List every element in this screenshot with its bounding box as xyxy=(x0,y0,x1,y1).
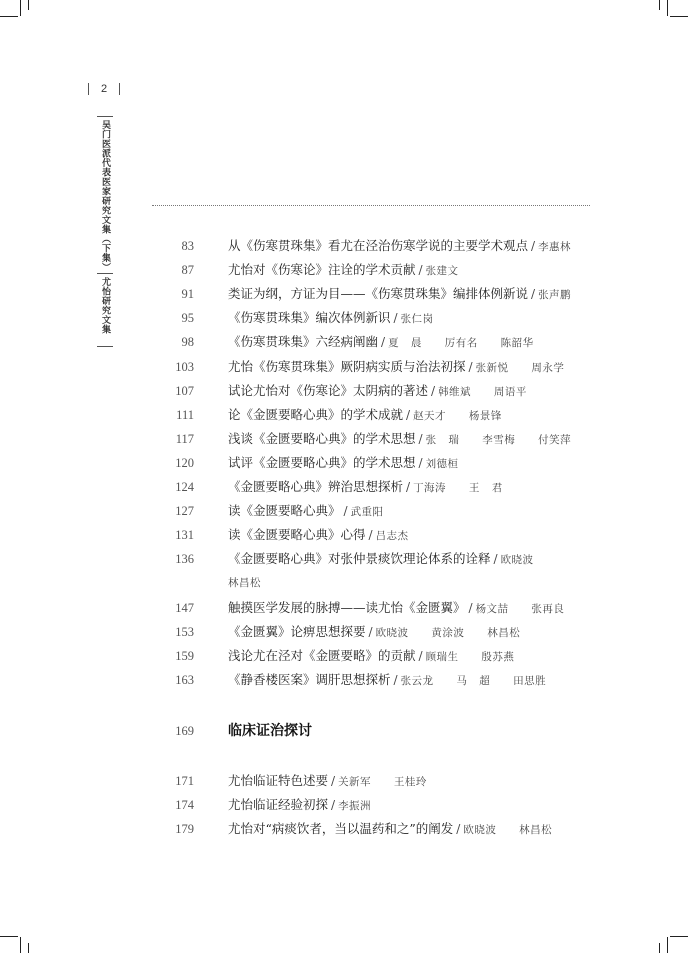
toc-entry xyxy=(0,308,688,328)
entry-authors: 顾瑞生 殷苏燕 xyxy=(425,651,515,663)
section-page-number: 169 xyxy=(175,724,194,738)
entry-authors: 张新悦 周永学 xyxy=(475,362,565,374)
separator-slash: / xyxy=(493,552,498,566)
separator-slash: / xyxy=(418,263,423,277)
entry-title xyxy=(228,525,409,546)
entry-title xyxy=(228,260,459,281)
toc-entry xyxy=(0,429,688,449)
entry-authors: 夏 晨 厉有名 陈韶华 xyxy=(388,337,534,349)
entry-authors: 张建文 xyxy=(425,265,459,277)
entry-authors: 丁海涛 王 君 xyxy=(413,482,503,494)
entry-title-text: 尤怡对《伤寒论》注诠的学术贡献 xyxy=(228,262,416,277)
entry-page-number: 174 xyxy=(175,798,194,812)
volume-title: 尤怡研究文集 xyxy=(100,277,110,334)
entry-title-text: 尤怡《伤寒贯珠集》厥阴病实质与治法初探 xyxy=(228,359,466,374)
entry-title-text: 浅论尤在泾对《金匮要略》的贡献 xyxy=(228,648,416,663)
separator-slash: / xyxy=(331,798,336,812)
separator-slash: / xyxy=(381,335,386,349)
entry-title xyxy=(228,646,514,667)
entry-page-number: 153 xyxy=(175,625,194,639)
toc-entry xyxy=(0,525,688,545)
entry-authors: 张仁岗 xyxy=(400,313,434,325)
entry-page-number: 147 xyxy=(175,601,194,615)
toc-entry xyxy=(0,477,688,497)
toc-entry xyxy=(0,453,688,473)
toc-entry xyxy=(0,405,688,425)
entry-authors: 韩维斌 周语平 xyxy=(438,386,527,398)
entry-title xyxy=(228,477,503,498)
toc-entry xyxy=(0,646,688,666)
entry-title xyxy=(228,670,546,691)
entry-authors: 刘德桓 xyxy=(425,458,459,470)
entry-title-text: 试评《金匮要略心典》的学术思想 xyxy=(228,455,416,470)
entry-page-number: 111 xyxy=(176,408,194,422)
separator-slash: / xyxy=(418,456,423,470)
entry-title-text: 尤怡对“病痰饮者，当以温药和之”的阐发 xyxy=(228,821,454,836)
toc-entry xyxy=(0,795,688,815)
separator-slash: / xyxy=(418,649,423,663)
separator-slash: / xyxy=(468,601,473,615)
entry-title xyxy=(228,405,502,426)
separator-slash: / xyxy=(368,625,373,639)
entry-title xyxy=(228,236,571,257)
entry-title-text: 《金匮要略心典》对张仲景痰饮理论体系的诠释 xyxy=(228,551,491,566)
entry-title xyxy=(228,308,434,329)
entry-authors: 欧晓波 林昌松 xyxy=(463,824,553,836)
toc-entry xyxy=(0,357,688,377)
entry-title-text: 尤怡临证经验初探 xyxy=(228,797,329,812)
entry-authors: 欧晓波 xyxy=(500,554,534,566)
entry-title-text: 《金匮翼》论痹思想探要 xyxy=(228,624,366,639)
separator-slash: / xyxy=(456,822,461,836)
entry-page-number: 120 xyxy=(175,456,194,470)
separator-slash: / xyxy=(418,432,423,446)
entry-page-number: 131 xyxy=(175,528,194,542)
section-heading-row xyxy=(0,721,688,741)
toc-entry xyxy=(0,501,688,521)
separator-slash: / xyxy=(406,408,411,422)
entry-title-text: 触摸医学发展的脉搏——读尤怡《金匮翼》 xyxy=(228,600,466,615)
separator-slash: / xyxy=(531,239,536,253)
entry-page-number: 107 xyxy=(175,384,194,398)
entry-title-text: 从《伤寒贯珠集》看尤在泾治伤寒学说的主要学术观点 xyxy=(228,238,529,253)
toc-entry xyxy=(0,670,688,690)
toc-entry xyxy=(0,284,688,304)
entry-authors: 张云龙 马 超 田思胜 xyxy=(400,675,547,687)
toc-entry xyxy=(0,598,688,618)
entry-authors: 吕志杰 xyxy=(375,530,409,542)
entry-page-number: 179 xyxy=(175,822,194,836)
entry-title-text: 论《金匮要略心典》的学术成就 xyxy=(228,407,404,422)
entry-title xyxy=(228,549,534,570)
entry-page-number: 95 xyxy=(181,311,194,325)
series-title: 吴门医派代表医家研究文集（下集） xyxy=(100,120,110,272)
entry-title-text: 尤怡临证特色述要 xyxy=(228,773,329,788)
entry-title-text: 读《金匮要略心典》 xyxy=(228,503,341,518)
entry-title-text: 读《金匮要略心典》心得 xyxy=(228,527,366,542)
entry-authors: 关新军 王桂玲 xyxy=(338,776,427,788)
separator-slash: / xyxy=(531,287,536,301)
separator-slash: / xyxy=(368,528,373,542)
entry-title xyxy=(228,429,571,450)
section-heading: 临床证治探讨 xyxy=(228,723,312,739)
entry-authors: 欧晓波 黄涂波 林昌松 xyxy=(375,627,521,639)
entry-title-text: 类证为纲，方证为目——《伤寒贯珠集》编排体例新说 xyxy=(228,286,529,301)
entry-authors: 武重阳 xyxy=(350,506,384,518)
entry-title xyxy=(228,795,371,816)
entry-authors: 李振洲 xyxy=(338,800,372,812)
entry-title xyxy=(228,819,552,840)
entry-title xyxy=(228,357,564,378)
entry-page-number: 159 xyxy=(175,649,194,663)
entry-authors: 杨文喆 张再良 xyxy=(475,603,565,615)
toc-entry xyxy=(0,819,688,839)
entry-title-text: 浅谈《金匮要略心典》的学术思想 xyxy=(228,431,416,446)
entry-page-number: 91 xyxy=(181,287,194,301)
entry-title xyxy=(228,332,534,353)
entry-page-number: 127 xyxy=(175,504,194,518)
entry-title xyxy=(228,622,520,643)
entry-page-number: 124 xyxy=(175,480,194,494)
toc-entry xyxy=(0,332,688,352)
separator-slash: / xyxy=(406,480,411,494)
entry-title-text: 《静香楼医案》调肝思想探析 xyxy=(228,672,391,687)
toc-entry xyxy=(0,381,688,401)
entry-title-text: 《金匮要略心典》辨治思想探析 xyxy=(228,479,404,494)
separator-slash: / xyxy=(393,311,398,325)
entry-title xyxy=(228,771,427,792)
separator-slash: / xyxy=(343,504,348,518)
entry-page-number: 171 xyxy=(175,774,194,788)
entry-page-number: 117 xyxy=(175,432,194,446)
entry-title xyxy=(228,284,571,305)
separator-slash: / xyxy=(468,360,473,374)
entry-authors: 赵天才 杨景锋 xyxy=(413,410,502,422)
entry-page-number: 98 xyxy=(181,335,194,349)
entry-page-number: 163 xyxy=(175,673,194,687)
entry-title xyxy=(228,453,459,474)
entry-title xyxy=(228,501,384,522)
entry-title-text: 试论尤怡对《伤寒论》太阴病的著述 xyxy=(228,383,429,398)
entry-authors: 张声鹏 xyxy=(538,289,572,301)
separator-slash: / xyxy=(393,673,398,687)
separator-slash: / xyxy=(431,384,436,398)
entry-title xyxy=(228,598,564,619)
toc-entry xyxy=(0,260,688,280)
entry-page-number: 103 xyxy=(175,360,194,374)
toc-entry xyxy=(0,622,688,642)
entry-page-number: 136 xyxy=(175,552,194,566)
toc-entry xyxy=(0,236,688,256)
entry-title xyxy=(228,381,527,402)
entry-authors-continued: 林昌松 xyxy=(228,577,261,589)
entry-authors: 张 瑞 李雪梅 付笑萍 xyxy=(425,434,572,446)
entry-title-text: 《伤寒贯珠集》六经病阐幽 xyxy=(228,334,379,349)
separator-slash: / xyxy=(331,774,336,788)
toc-entry xyxy=(0,771,688,791)
entry-title-text: 《伤寒贯珠集》编次体例新识 xyxy=(228,310,391,325)
entry-page-number: 83 xyxy=(181,239,194,253)
entry-page-number: 87 xyxy=(181,263,194,277)
page-number: 2 xyxy=(88,82,120,96)
toc-entry xyxy=(0,549,688,569)
entry-authors: 李惠林 xyxy=(538,241,572,253)
